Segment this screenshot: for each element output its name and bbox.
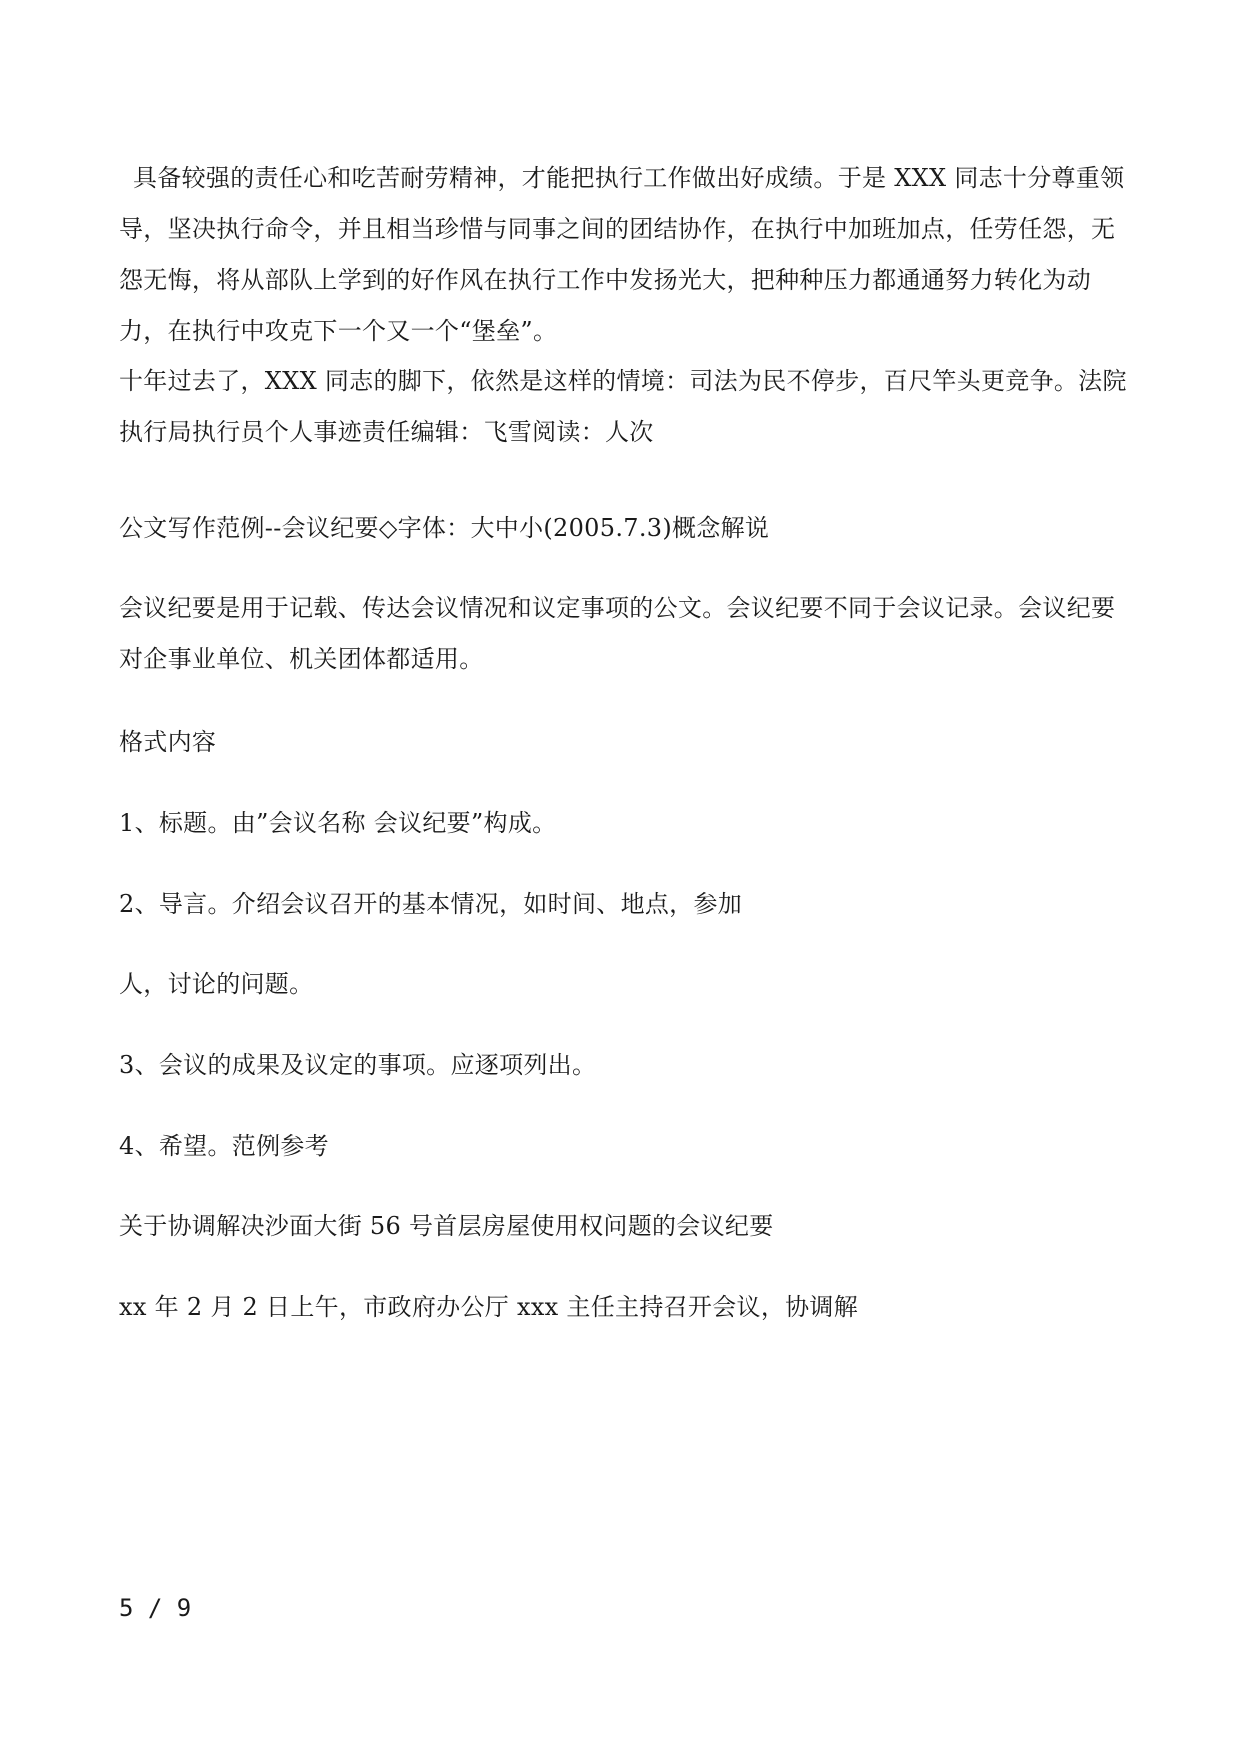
paragraph-ten-years: 十年过去了，XXX 同志的脚下，依然是这样的情境：司法为民不停步，百尺竿头更竞争。法院执行局执行员个人事迹责任编辑：飞雪阅读：人次 bbox=[119, 367, 1127, 446]
paragraph-item-2-continued: 人，讨论的问题。 bbox=[119, 970, 314, 998]
paragraph-item-3: 3、会议的成果及议定的事项。应逐项列出。 bbox=[119, 1051, 597, 1079]
paragraph-format-heading: 格式内容 bbox=[119, 728, 217, 756]
paragraph-item-2: 2、导言。介绍会议召开的基本情况，如时间、地点，参加 bbox=[119, 890, 743, 918]
paragraph-sample-title: 关于协调解决沙面大街 56 号首层房屋使用权问题的会议纪要 bbox=[119, 1212, 774, 1240]
paragraph-sample-opening: xx 年 2 月 2 日上午，市政府办公厅 xxx 主任主持召开会议，协调解 bbox=[119, 1293, 859, 1321]
paragraph-item-4: 4、希望。范例参考 bbox=[119, 1132, 329, 1160]
paragraph-item-1: 1、标题。由”会议名称 会议纪要”构成。 bbox=[119, 809, 557, 837]
paragraph-example-title: 公文写作范例--会议纪要◇字体：大中小(2005.7.3)概念解说 bbox=[119, 514, 770, 542]
paragraph-concept: 会议纪要是用于记载、传达会议情况和议定事项的公文。会议纪要不同于会议记录。会议纪要对企事业单位、机关团体都适用。 bbox=[119, 594, 1116, 673]
paragraph-responsibility: 具备较强的责任心和吃苦耐劳精神，才能把执行工作做出好成绩。于是 XXX 同志十分尊重领导，坚决执行命令，并且相当珍惜与同事之间的团结协作，在执行中加班加点，任劳任怨，无怨无悔，将从部队上学到的好作风在执行工作中发扬光大，把种种压力都通通努力转化为动力，在执行中攻克下一个又一个“堡垒”。 bbox=[119, 164, 1125, 345]
page-number: 5 / 9 bbox=[119, 1594, 192, 1622]
